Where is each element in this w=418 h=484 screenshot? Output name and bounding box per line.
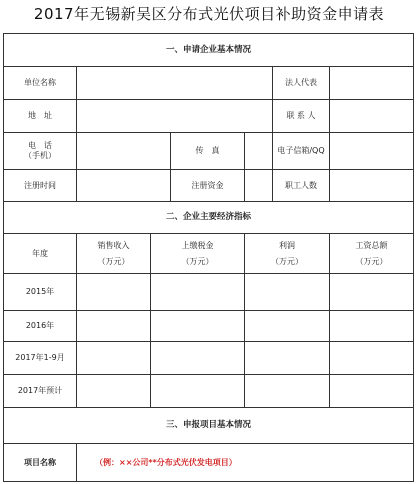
year-label: 2017年预计 <box>4 375 77 408</box>
section1-header: 一、申请企业基本情况 <box>4 34 414 67</box>
section2-header: 二、企业主要经济指标 <box>4 202 414 234</box>
staff-label: 职工人数 <box>273 170 330 202</box>
page-title: 2017年无锡新吴区分布式光伏项目补助资金申请表 <box>33 5 385 23</box>
company-name-label: 单位名称 <box>4 67 77 100</box>
sales-cell[interactable] <box>77 274 151 311</box>
tax-cell[interactable] <box>151 311 245 342</box>
reg-time-field[interactable] <box>77 170 171 202</box>
staff-field[interactable] <box>330 170 414 202</box>
email-field[interactable] <box>330 133 414 170</box>
address-field[interactable] <box>77 100 273 133</box>
legal-rep-label: 法人代表 <box>273 67 330 100</box>
fax-label: 传 真 <box>171 133 245 170</box>
legal-rep-field[interactable] <box>330 67 414 100</box>
company-name-field[interactable] <box>77 67 273 100</box>
sales-cell[interactable] <box>77 342 151 375</box>
col-header-sales <box>77 234 151 274</box>
col-unit: （万元） <box>355 256 388 266</box>
profit-cell[interactable] <box>245 342 330 375</box>
fax-field[interactable] <box>245 133 273 170</box>
year-col-header: 年度 <box>4 234 77 274</box>
year-label: 2015年 <box>4 274 77 311</box>
phone-label <box>4 133 77 170</box>
wages-cell[interactable] <box>330 274 414 311</box>
section3-header: 三、申报项目基本情况 <box>4 408 414 444</box>
tax-cell[interactable] <box>151 342 245 375</box>
col-header-profit <box>245 234 330 274</box>
table-row <box>4 342 414 375</box>
project-name-field[interactable]: （例：××公司**分布式光伏发电项目） <box>77 444 414 482</box>
profit-cell[interactable] <box>245 375 330 408</box>
sales-cell[interactable] <box>77 375 151 408</box>
contact-label: 联 系 人 <box>273 100 330 133</box>
mobile-label-text: （手机） <box>24 151 56 160</box>
col-unit: （万元） <box>97 256 130 266</box>
col-name: 工资总额 <box>355 240 388 250</box>
email-label: 电子信箱/QQ <box>273 133 330 170</box>
col-unit: （万元） <box>271 256 303 266</box>
year-label: 2017年1-9月 <box>4 342 77 375</box>
table-row <box>4 375 414 408</box>
table-row <box>4 274 414 311</box>
tax-cell[interactable] <box>151 274 245 311</box>
application-form-table <box>3 33 414 482</box>
reg-time-label: 注册时间 <box>4 170 77 202</box>
sales-cell[interactable] <box>77 311 151 342</box>
tax-cell[interactable] <box>151 375 245 408</box>
reg-capital-label: 注册资金 <box>171 170 245 202</box>
phone-label-text: 电 话 <box>28 141 52 150</box>
reg-capital-field[interactable] <box>245 170 273 202</box>
project-name-label: 项目名称 <box>4 444 77 482</box>
year-label: 2016年 <box>4 311 77 342</box>
contact-field[interactable] <box>330 100 414 133</box>
table-row <box>4 311 414 342</box>
col-name: 销售收入 <box>97 240 130 250</box>
wages-cell[interactable] <box>330 375 414 408</box>
wages-cell[interactable] <box>330 342 414 375</box>
col-header-wages <box>330 234 414 274</box>
col-name: 上缴税金 <box>181 240 214 250</box>
profit-cell[interactable] <box>245 274 330 311</box>
address-label: 地 址 <box>4 100 77 133</box>
phone-field[interactable] <box>77 133 171 170</box>
col-header-tax <box>151 234 245 274</box>
profit-cell[interactable] <box>245 311 330 342</box>
col-unit: （万元） <box>181 256 214 266</box>
wages-cell[interactable] <box>330 311 414 342</box>
col-name: 利润 <box>279 240 295 250</box>
